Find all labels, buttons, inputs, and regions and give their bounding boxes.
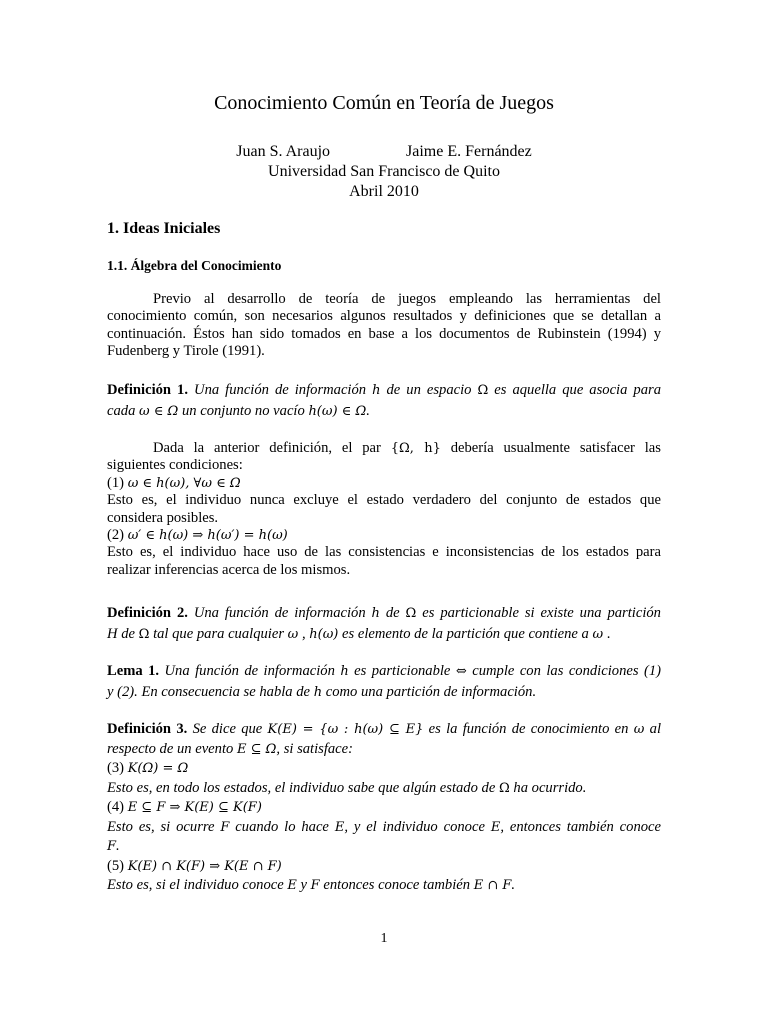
condition-4-end: .: [116, 838, 120, 854]
conditions-paragraph: [107, 440, 661, 579]
condition-5-text: Esto es, si el individuo conoce: [107, 877, 284, 893]
cond-text: debería usualmente satisfacer las: [450, 440, 661, 456]
def2-math: ω: [287, 627, 299, 642]
def1-text: es aquella que asocia para: [494, 382, 661, 398]
cond-text: Dada la anterior definición, el par: [153, 440, 381, 456]
lemma1-text: y (2). En consecuencia se habla de: [107, 684, 311, 700]
intro-paragraph: [107, 291, 661, 361]
definition-2: [107, 603, 661, 645]
lemma1-h: h: [340, 664, 349, 679]
def3-text: es la función de conocimiento en: [428, 721, 629, 737]
def2-math: ω: [592, 627, 604, 642]
condition-3-text: Esto es, en todo los estados, el individuo sabe que algún estado de: [107, 779, 496, 796]
condition-5-label: (5): [107, 857, 125, 874]
cond-text: siguientes condiciones:: [107, 457, 243, 474]
def3-text: al: [649, 721, 661, 737]
lemma1-text: es particionable: [354, 663, 451, 679]
lemma1-text: como una partición de información.: [325, 684, 537, 700]
affiliation: Universidad San Francisco de Quito: [268, 163, 500, 180]
condition-5-end: .: [511, 877, 516, 893]
date: Abril 2010: [349, 183, 419, 200]
condition-1-math: ω ∈ h(ω), ∀ω ∈ Ω: [127, 475, 241, 491]
def1-omega-space: Ω: [477, 383, 489, 398]
condition-4-math: E: [490, 819, 501, 835]
condition-5-math: E: [287, 878, 297, 893]
condition-4-text: , entonces también conoce: [500, 818, 662, 835]
subsection-heading: 1.1. Álgebra del Conocimiento: [107, 258, 282, 273]
condition-1-text: Esto es, el individuo nunca excluye el estado verdadero del conjunto de estados que: [107, 492, 661, 509]
def2-text: es particionable si existe una partición: [422, 605, 661, 621]
def1-h: h: [372, 383, 381, 398]
condition-3-omega: Ω: [498, 780, 510, 796]
def2-h: h: [371, 606, 380, 621]
def1-math: ω ∈ Ω: [139, 404, 179, 419]
condition-5-text: y: [300, 877, 308, 893]
def2-text: ,: [301, 626, 306, 642]
condition-3-text: ha ocurrido.: [513, 779, 587, 796]
page-number: 1: [380, 931, 388, 946]
condition-5-text: entonces conoce también: [323, 877, 471, 893]
paper-title: Conocimiento Común en Teoría de Juegos: [214, 92, 554, 114]
def3-text: Se dice que: [192, 721, 263, 737]
def2-math: h(ω): [309, 627, 339, 642]
section-heading: 1. Ideas Iniciales: [107, 220, 221, 237]
condition-2-text: realizar inferencias acerca de los mismos.: [107, 561, 351, 578]
author-block: [0, 142, 768, 202]
condition-5-math: E ∩ F: [473, 878, 512, 893]
condition-2-math: ω′ ∈ h(ω) ⇒ h(ω′) = h(ω): [127, 528, 288, 544]
author-names: [0, 142, 768, 162]
condition-4-math: F: [220, 819, 230, 835]
condition-4-text: , y el individuo conoce: [344, 818, 485, 835]
condition-5-math: K(E) ∩ K(F) ⇒ K(E ∩ F): [127, 858, 282, 874]
def2-omega: Ω: [405, 606, 417, 621]
condition-4-math: E: [334, 819, 345, 835]
condition-4-text: Esto es, si ocurre: [107, 818, 215, 835]
def1-text: de un espacio: [386, 382, 472, 398]
def1-label: Definición 1.: [107, 382, 189, 398]
lemma1-iff: ⇔: [455, 664, 467, 679]
lemma-1: [107, 661, 661, 703]
cond-pair: {Ω, h}: [390, 441, 441, 456]
def3-knowledge-function: K(E) = {ω : h(ω) ⊆ E}: [267, 722, 424, 737]
lemma1-label: Lema 1.: [107, 663, 160, 679]
definition-3: [107, 720, 661, 896]
condition-4-math: E ⊆ F ⇒ K(E) ⊆ K(F): [127, 800, 262, 815]
lemma1-text: cumple con las condiciones (1): [472, 663, 661, 679]
definition-1: [107, 380, 661, 422]
def2-text: tal que para cualquier: [153, 626, 285, 642]
def3-math: E ⊆ Ω: [236, 741, 277, 757]
def1-text: Una función de información: [194, 382, 367, 398]
def2-text: es elemento de la partición que contiene a: [342, 626, 589, 642]
intro-line-1: Previo al desarrollo de teoría de juegos empleando las herramientas del: [153, 291, 661, 307]
lemma1-text: Una función de información: [164, 663, 335, 679]
intro-line-2: conocimiento común, son necesarios algunos resultados y definiciones que se detallan a: [107, 308, 661, 325]
def2-text: de: [385, 605, 400, 621]
condition-5-math: F: [310, 878, 320, 893]
def2-end: .: [606, 626, 611, 642]
def3-text: respecto de un evento: [107, 740, 234, 757]
def1-text: un conjunto no vacío: [181, 403, 305, 419]
def1-end: .: [366, 403, 370, 419]
intro-line-3: continuación. Éstos han sido tomados en base a los documentos de Rubinstein (1994) y: [107, 325, 661, 342]
condition-3-math: K(Ω) = Ω: [127, 761, 189, 776]
condition-1-text: considera posibles.: [107, 509, 219, 526]
def2-text: Una función de información: [193, 605, 366, 621]
condition-4-text: cuando lo hace: [235, 818, 329, 835]
condition-4-label: (4): [107, 799, 125, 815]
author-2: Jaime E. Fernández: [406, 143, 532, 160]
condition-1-label: (1): [107, 474, 125, 491]
condition-2-text: Esto es, el individuo hace uso de las consistencias e inconsistencias de los estados para: [107, 544, 661, 561]
def3-text: , si satisface:: [276, 740, 354, 757]
author-1: Juan S. Araujo: [236, 143, 331, 160]
condition-2-label: (2): [107, 527, 125, 544]
def1-text: cada: [107, 403, 136, 419]
def2-text: de: [121, 626, 135, 642]
lemma1-h: h: [313, 685, 323, 700]
def3-label: Definición 3.: [107, 721, 188, 737]
intro-line-4: Fudenberg y Tirole (1991).: [107, 343, 265, 360]
def2-omega: Ω: [138, 627, 150, 642]
def1-math: h(ω) ∈ Ω: [308, 404, 367, 419]
condition-4-math: F: [107, 839, 117, 854]
def2-partition: H: [107, 626, 118, 642]
condition-3-label: (3): [107, 760, 125, 776]
def2-label: Definición 2.: [107, 605, 188, 621]
def3-math: ω: [633, 722, 645, 737]
